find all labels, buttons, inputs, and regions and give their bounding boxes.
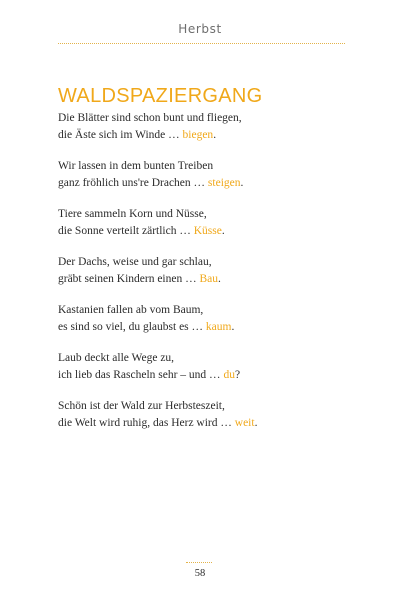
rhyme-word: Küsse [193,224,222,237]
line-punctuation: . [213,128,217,141]
poem-line [58,319,348,336]
line-text: die Äste sich im Winde … [58,128,183,141]
stanza [58,158,348,191]
line-text: ich lieb das Rascheln sehr – und … [58,368,224,381]
rhyme-word: steigen [207,176,241,189]
line-text: gräbt seinen Kindern einen … [58,272,200,285]
line-punctuation: . [254,416,258,429]
line-punctuation: . [221,224,225,237]
line-text: es sind so viel, du glaubst es … [58,320,206,333]
stanza [58,302,348,335]
poem-line [58,367,348,384]
line-text: die Sonne verteilt zärtlich … [58,224,194,237]
poem-line: Tiere sammeln Korn und Nüsse, [58,208,207,220]
line-punctuation: . [231,320,235,333]
rhyme-word: biegen [182,128,214,141]
header-divider [58,43,345,44]
line-punctuation: . [240,176,244,189]
poem-title: WALDSPAZIERGANG [58,85,263,108]
stanza [58,254,348,287]
stanza [58,350,348,383]
poem-line: Kastanien fallen ab vom Baum, [58,304,204,316]
rhyme-word: kaum [205,320,232,333]
page-number: 58 [194,568,206,579]
line-text: ganz fröhlich uns're Drachen … [58,176,208,189]
stanza [58,398,348,431]
rhyme-word: du [223,368,235,381]
poem-line: Wir lassen in dem bunten Treiben [58,160,214,172]
poem-line: Laub deckt alle Wege zu, [58,352,175,364]
poem-line: Schön ist der Wald zur Herbsteszeit, [58,400,225,412]
rhyme-word: weit [234,416,255,429]
poem-line [58,223,348,240]
line-punctuation: . [218,272,221,285]
stanza [58,206,348,239]
line-text: die Welt wird ruhig, das Herz wird … [58,416,235,429]
poem-line [58,415,348,432]
poem-line: Die Blätter sind schon bunt und fliegen, [58,112,242,124]
poem-line [58,175,348,192]
poem-line [58,127,348,144]
poem-body [58,110,348,446]
stanza [58,110,348,143]
line-punctuation: ? [234,368,241,381]
footer-divider [186,562,212,563]
poem-line: Der Dachs, weise und gar schlau, [58,256,212,268]
running-head: Herbst [178,22,222,36]
poem-line [58,271,348,288]
rhyme-word: Bau [199,272,219,285]
